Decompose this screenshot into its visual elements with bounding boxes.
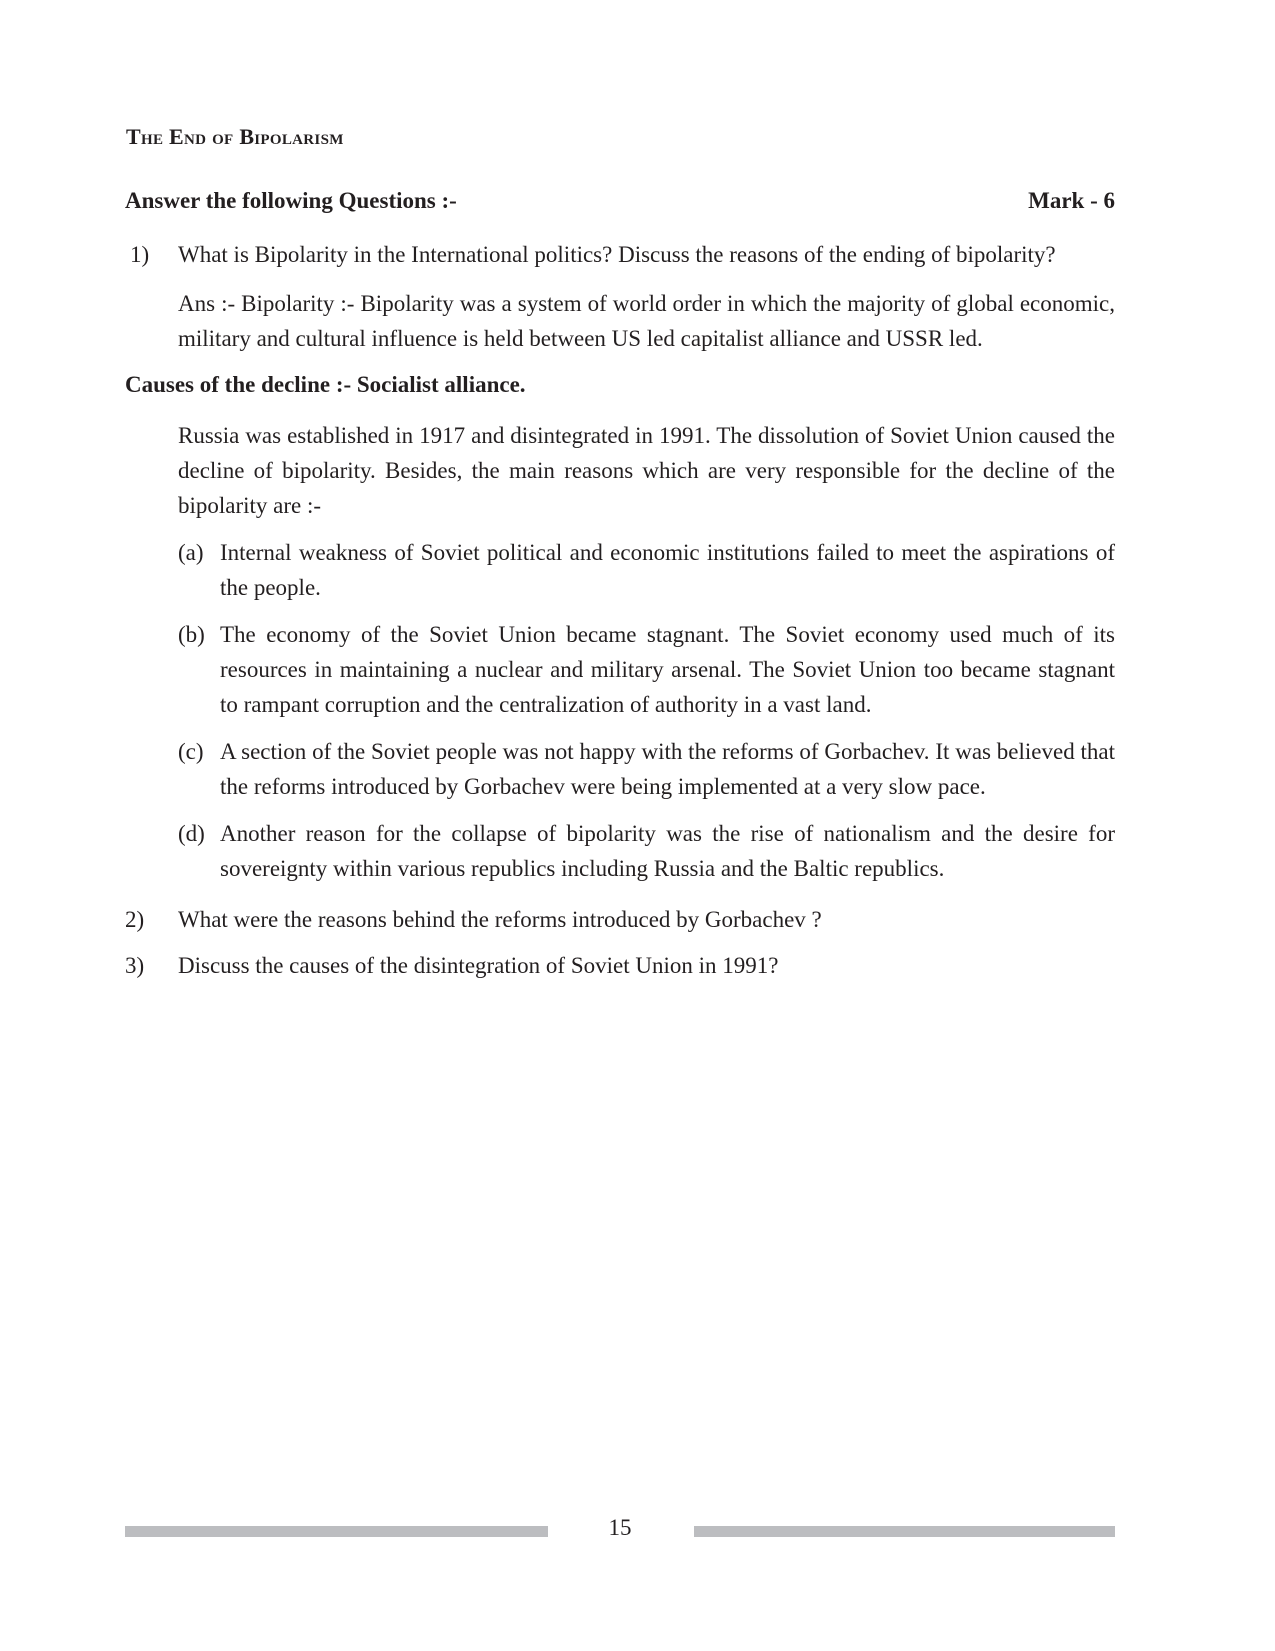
questions-heading-row — [125, 188, 1115, 214]
cause-label: (b) — [178, 622, 205, 647]
cause-label: (d) — [178, 821, 205, 846]
footer-divider-left — [125, 1526, 548, 1537]
page-number: 15 — [608, 1515, 632, 1540]
question-3-number: 3) — [125, 953, 145, 978]
cause-text: Another reason for the collapse of bipolarity was the rise of nationalism and the desire for sovereignty within various republics including Russia and the Baltic republics. — [220, 821, 1115, 881]
cause-label: (a) — [178, 540, 204, 565]
question-1 — [130, 237, 1115, 272]
question-2-text: What were the reasons behind the reforms introduced by Gorbachev ? — [178, 907, 822, 932]
causes-heading: Causes of the decline :- Socialist alliance. — [125, 372, 526, 397]
question-2-number: 2) — [125, 907, 145, 932]
question-3 — [125, 948, 1115, 983]
cause-label: (c) — [178, 739, 204, 764]
cause-item-b — [178, 617, 1115, 722]
causes-list — [178, 535, 1115, 898]
cause-text: The economy of the Soviet Union became stagnant. The Soviet economy used much of its resources in maintaining a nuclear and military arsenal. The Soviet Union too became stagnant to rampant corruption and the centralization of authority in a vast land. — [220, 622, 1115, 717]
footer-divider-right — [694, 1526, 1115, 1537]
running-header: The End of Bipolarism — [126, 124, 344, 149]
marks-label: Mark - 6 — [1028, 188, 1115, 213]
question-2 — [125, 902, 1115, 937]
question-1-text: What is Bipolarity in the International politics? Discuss the reasons of the ending of bipolarity? — [178, 242, 1056, 267]
question-1-number: 1) — [130, 242, 150, 267]
causes-intro: Russia was established in 1917 and disintegrated in 1991. The dissolution of Soviet Union caused the decline of bipolarity. Besides, the main reasons which are very responsible for the decline of the bipolarity are :- — [178, 423, 1115, 518]
instruction-text: Answer the following Questions :- — [125, 188, 457, 213]
cause-item-d — [178, 816, 1115, 886]
cause-item-a — [178, 535, 1115, 605]
cause-text: A section of the Soviet people was not happy with the reforms of Gorbachev. It was believed that the reforms introduced by Gorbachev were being implemented at a very slow pace. — [220, 739, 1115, 799]
question-3-text: Discuss the causes of the disintegration of Soviet Union in 1991? — [178, 953, 779, 978]
cause-item-c — [178, 734, 1115, 804]
cause-text: Internal weakness of Soviet political and economic institutions failed to meet the aspirations of the people. — [220, 540, 1115, 600]
question-1-answer: Ans :- Bipolarity :- Bipolarity was a system of world order in which the majority of global economic, military and cultural influence is held between US led capitalist alliance and USSR led. — [178, 291, 1115, 351]
